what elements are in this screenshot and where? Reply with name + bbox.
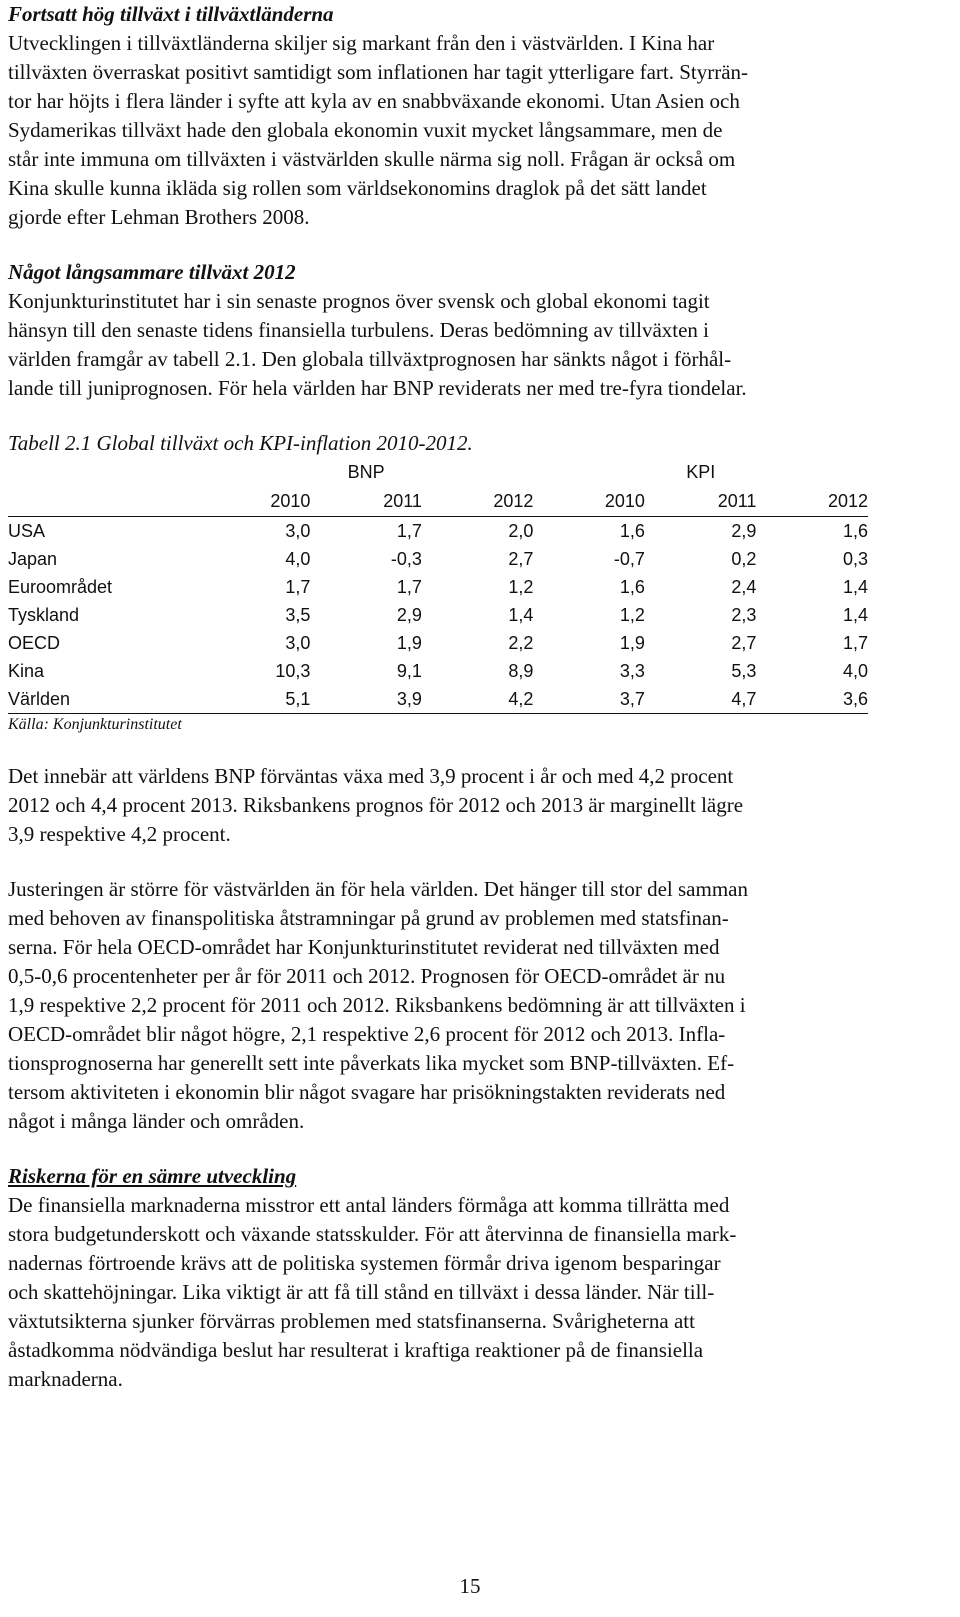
year-header: 2010	[199, 486, 311, 517]
group-header-kpi: KPI	[686, 461, 716, 482]
section-adjustment	[8, 875, 938, 1136]
table-cell: 8,9	[508, 660, 534, 681]
table-cell: 1,6	[619, 576, 645, 597]
table-cell: 1,4	[508, 604, 534, 625]
table-cell: 1,9	[619, 632, 645, 653]
table-cell: 1,6	[619, 520, 645, 541]
year-header: 2011	[645, 486, 757, 517]
text-line: åstadkomma nödvändiga beslut har resulterat i kraftiga reaktioner på de finansiella	[8, 1338, 704, 1362]
table-cell: 1,4	[842, 576, 868, 597]
table-cell: 2,0	[508, 520, 534, 541]
table-cell: 1,7	[396, 520, 422, 541]
text-line: De finansiella marknaderna misstror ett antal länders förmåga att komma tillrätta med	[8, 1193, 730, 1217]
table-row	[8, 685, 868, 714]
table-caption: Tabell 2.1 Global tillväxt och KPI-inflation 2010-2012.	[8, 431, 473, 455]
table-cell: 10,3	[275, 660, 311, 681]
table-cell: 4,2	[422, 685, 534, 714]
table-cell: 2,9	[731, 520, 757, 541]
text-line: hänsyn till den senaste tidens finansiella turbulens. Deras bedömning av tillväxten i	[8, 318, 710, 342]
text-line: 1,9 respektive 2,2 procent för 2011 och 2012. Riksbankens bedömning är att tillväxten i	[8, 993, 746, 1017]
table-cell: 3,0	[285, 520, 311, 541]
row-label: Kina	[8, 660, 45, 681]
text-line: och skattehöjningar. Lika viktigt är att få till stånd en tillväxt i dessa länder. När till-	[8, 1280, 715, 1304]
text-line: OECD-området blir något högre, 2,1 respektive 2,6 procent för 2012 och 2013. Infla-	[8, 1022, 726, 1046]
text-line: Utvecklingen i tillväxtländerna skiljer sig markant från den i västvärlden. I Kina har	[8, 31, 715, 55]
row-label: Euroområdet	[8, 576, 113, 597]
table-cell: 2,7	[508, 548, 534, 569]
section-growth-emerging	[8, 0, 938, 232]
text-line: världen framgår av tabell 2.1. Den globala tillväxtprognosen har sänkts något i förhål-	[8, 347, 732, 371]
group-header-bnp: BNP	[347, 461, 385, 482]
table-cell: 1,7	[842, 632, 868, 653]
section-world-gdp	[8, 762, 938, 849]
text-line: tor har höjts i flera länder i syfte att kyla av en snabbväxande ekonomi. Utan Asien och	[8, 89, 740, 113]
table-cell: -0,7	[613, 548, 645, 569]
page-number: 15	[459, 1574, 481, 1598]
text-line: Justeringen är större för västvärlden än för hela världen. Det hänger till stor del samman	[8, 877, 748, 901]
table-cell: 3,5	[285, 604, 311, 625]
text-line: står inte immuna om tillväxten i västvärlden skulle närma sig noll. Frågan är också om	[8, 147, 736, 171]
table-group-header-row	[8, 458, 868, 486]
table-cell: 0,2	[731, 548, 757, 569]
table-cell: 3,6	[756, 685, 868, 714]
text-line: växtutsikterna sjunker förvärras problemen med statsfinanserna. Svårigheterna att	[8, 1309, 695, 1333]
year-header: 2012	[422, 486, 534, 517]
table-cell: 5,1	[199, 685, 311, 714]
text-line: 0,5-0,6 procentenheter per år för 2011 och 2012. Prognosen för OECD-området är nu	[8, 964, 726, 988]
text-line: Kina skulle kunna ikläda sig rollen som världsekonomins draglok på det sätt landet	[8, 176, 707, 200]
table-cell: 1,9	[396, 632, 422, 653]
table-source: Källa: Konjunkturinstitutet	[8, 716, 182, 733]
table-row	[8, 517, 868, 546]
text-line: Sydamerikas tillväxt hade den globala ekonomin vuxit mycket långsammare, men de	[8, 118, 723, 142]
table-cell: 2,3	[731, 604, 757, 625]
table-cell: 3,9	[310, 685, 422, 714]
year-header: 2010	[533, 486, 645, 517]
section-heading: Fortsatt hög tillväxt i tillväxtländerna	[8, 2, 334, 26]
table-cell: 2,2	[508, 632, 534, 653]
table-cell: 3,3	[619, 660, 645, 681]
table-row	[8, 601, 868, 629]
table-row	[8, 657, 868, 685]
section-heading: Riskerna för en sämre utveckling	[8, 1164, 297, 1188]
text-line: stora budgetunderskott och växande statsskulder. För att återvinna de finansiella mark-	[8, 1222, 737, 1246]
text-line: lande till juniprognosen. För hela världen har BNP reviderats ner med tre-fyra tiondelar.	[8, 376, 747, 400]
text-line: 3,9 respektive 4,2 procent.	[8, 822, 231, 846]
document-page	[8, 0, 938, 1394]
text-line: tionsprognoserna har generellt sett inte påverkats lika mycket som BNP-tillväxten. Ef-	[8, 1051, 735, 1075]
table-cell: 3,0	[285, 632, 311, 653]
row-label: OECD	[8, 632, 61, 653]
row-label: Världen	[8, 685, 199, 714]
section-risks	[8, 1162, 938, 1394]
text-line: tersom aktiviteten i ekonomin blir något svagare har prisökningstakten reviderats ned	[8, 1080, 726, 1104]
table-cell: 4,0	[285, 548, 311, 569]
table-cell: 1,6	[842, 520, 868, 541]
text-line: något i många länder och områden.	[8, 1109, 305, 1133]
table-cell: 3,7	[533, 685, 645, 714]
row-label: Tyskland	[8, 604, 80, 625]
table-row	[8, 573, 868, 601]
table-cell: 1,2	[508, 576, 534, 597]
table-cell: 5,3	[731, 660, 757, 681]
text-line: 2012 och 4,4 procent 2013. Riksbankens prognos för 2012 och 2013 är marginellt lägre	[8, 793, 744, 817]
year-header: 2012	[756, 486, 868, 517]
table-cell: 0,3	[842, 548, 868, 569]
text-line: Konjunkturinstitutet har i sin senaste prognos över svensk och global ekonomi tagit	[8, 289, 710, 313]
text-line: nadernas förtroende krävs att de politiska systemen förmår driva igenom besparingar	[8, 1251, 721, 1275]
table-cell: 2,4	[731, 576, 757, 597]
table-cell: 9,1	[396, 660, 422, 681]
table-cell: 1,7	[396, 576, 422, 597]
table-cell: 4,0	[842, 660, 868, 681]
table-row	[8, 629, 868, 657]
text-line: tillväxten överraskat positivt samtidigt som inflationen har tagit ytterligare fart. Styrrän-	[8, 60, 749, 84]
text-line: marknaderna.	[8, 1367, 123, 1391]
row-label: USA	[8, 520, 46, 541]
table-cell: 1,7	[285, 576, 311, 597]
text-line: med behoven av finanspolitiska åtstramningar på grund av problemen med statsfinan-	[8, 906, 729, 930]
growth-inflation-table	[8, 458, 868, 714]
text-line: gjorde efter Lehman Brothers 2008.	[8, 205, 310, 229]
table-cell: 1,4	[842, 604, 868, 625]
table-cell: -0,3	[390, 548, 422, 569]
year-header: 2011	[310, 486, 422, 517]
text-line: Det innebär att världens BNP förväntas växa med 3,9 procent i år och med 4,2 procent	[8, 764, 734, 788]
table-cell: 1,2	[619, 604, 645, 625]
table-cell: 2,9	[396, 604, 422, 625]
section-heading: Något långsammare tillväxt 2012	[8, 260, 296, 284]
row-label: Japan	[8, 548, 58, 569]
table-cell: 4,7	[645, 685, 757, 714]
text-line: serna. För hela OECD-området har Konjunkturinstitutet reviderat ned tillväxten med	[8, 935, 720, 959]
table-year-header-row	[8, 486, 868, 517]
table-row	[8, 545, 868, 573]
table-cell: 2,7	[731, 632, 757, 653]
section-slower-growth	[8, 258, 938, 403]
